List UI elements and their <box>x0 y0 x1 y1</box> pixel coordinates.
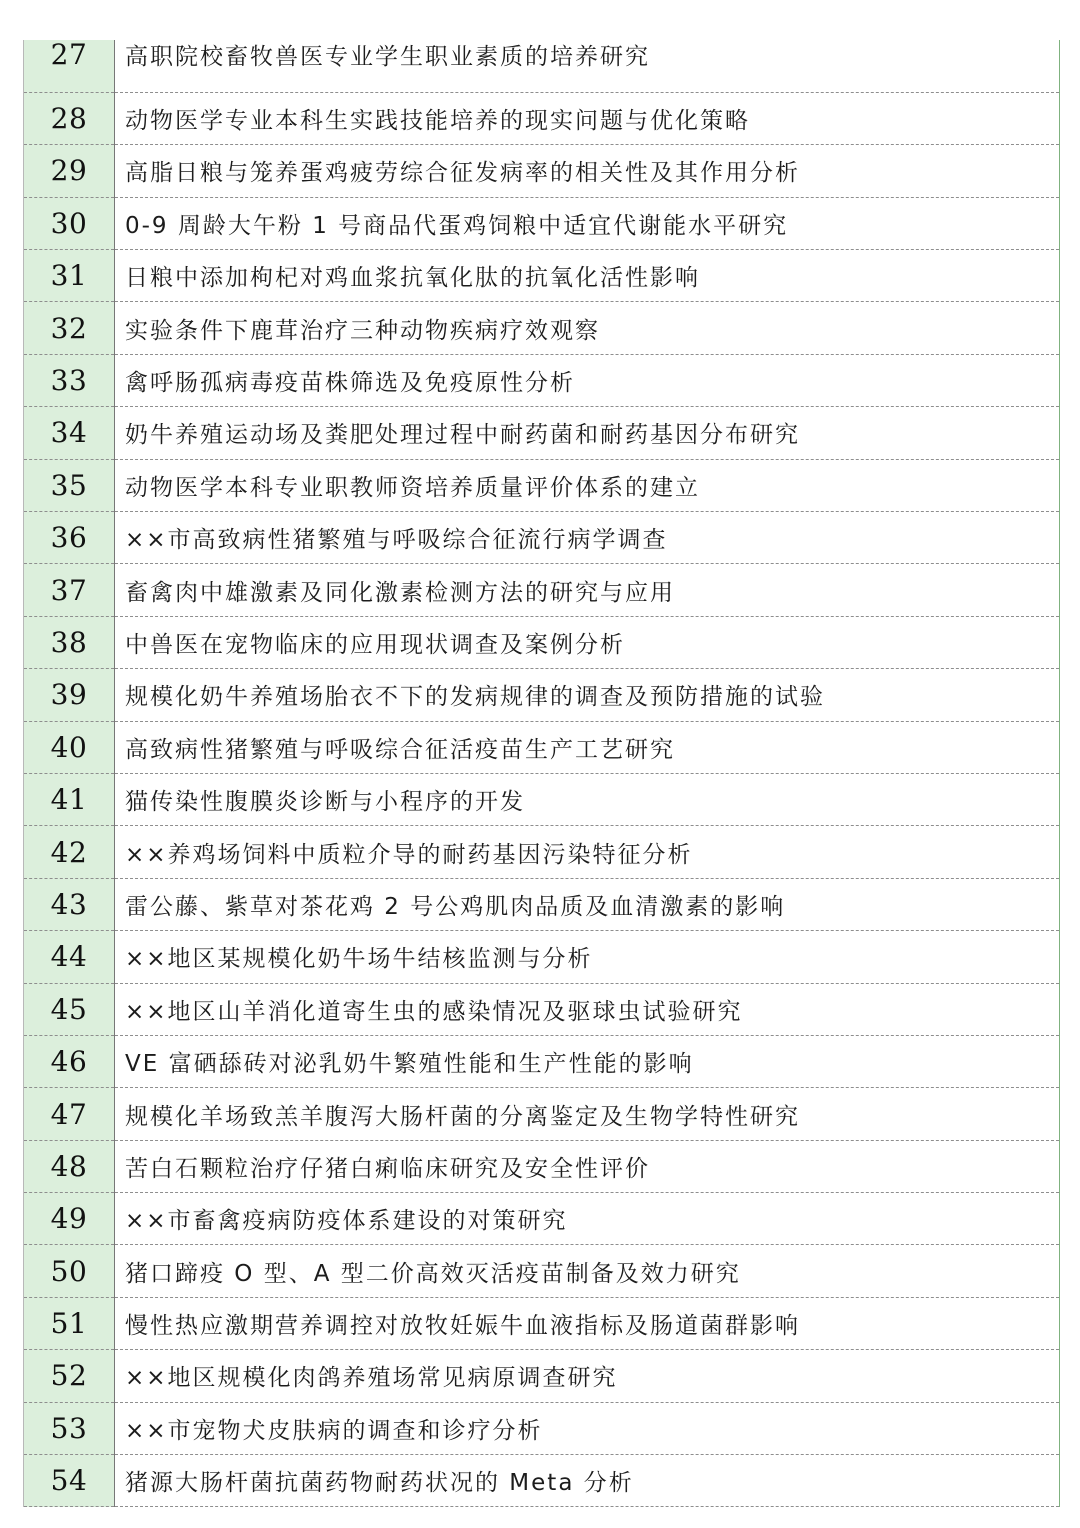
topic-title: ××市畜禽疫病防疫体系建设的对策研究 <box>125 1208 568 1235</box>
topic-number-cell <box>24 669 115 721</box>
topic-title: 猪口蹄疫 O 型、A 型二价高效灭活疫苗制备及效力研究 <box>125 1260 741 1287</box>
topic-title-cell <box>115 407 1060 459</box>
topic-number: 36 <box>50 521 88 555</box>
topic-title: 禽呼肠孤病毒疫苗株筛选及免疫原性分析 <box>125 370 575 397</box>
table-row <box>24 878 1060 930</box>
topic-title: ××市高致病性猪繁殖与呼吸综合征流行病学调查 <box>125 527 668 554</box>
topic-number-cell <box>24 616 115 668</box>
topic-title-cell <box>115 931 1060 983</box>
topic-title-cell <box>115 1297 1060 1349</box>
table-row <box>24 92 1060 144</box>
topic-number: 50 <box>50 1254 88 1288</box>
topic-title: 猪源大肠杆菌抗菌药物耐药状况的 Meta 分析 <box>125 1470 634 1497</box>
topic-number: 41 <box>50 783 88 817</box>
topic-title-cell <box>115 669 1060 721</box>
topic-number: 35 <box>50 468 88 502</box>
topic-number-cell <box>24 145 115 197</box>
topic-number-cell <box>24 250 115 302</box>
topic-title: ××养鸡场饲料中质粒介导的耐药基因污染特征分析 <box>125 841 693 868</box>
topic-number: 49 <box>50 1202 88 1236</box>
topic-number-cell <box>24 1140 115 1192</box>
topic-number: 27 <box>50 38 88 71</box>
topic-title: VE 富硒舔砖对泌乳奶牛繁殖性能和生产性能的影响 <box>125 1051 694 1078</box>
topic-title: 规模化羊场致羔羊腹泻大肠杆菌的分离鉴定及生物学特性研究 <box>125 1103 800 1130</box>
topic-number-cell <box>24 826 115 878</box>
topic-title-cell <box>115 1193 1060 1245</box>
table-row <box>24 250 1060 302</box>
topic-number: 37 <box>50 573 88 607</box>
table-row <box>24 1193 1060 1245</box>
table-row <box>24 145 1060 197</box>
topic-title: 雷公藤、紫草对茶花鸡 2 号公鸡肌肉品质及血清激素的影响 <box>125 893 786 920</box>
topic-number-cell <box>24 1402 115 1454</box>
topic-number-cell <box>24 564 115 616</box>
table-row <box>24 616 1060 668</box>
table-row <box>24 1455 1060 1507</box>
topic-number: 32 <box>50 311 88 345</box>
topic-number: 40 <box>50 730 88 764</box>
topic-title: 规模化奶牛养殖场胎衣不下的发病规律的调查及预防措施的试验 <box>125 684 825 711</box>
topic-number-cell <box>24 1297 115 1349</box>
topic-number: 33 <box>50 364 88 398</box>
table-row <box>24 1297 1060 1349</box>
topic-title-cell <box>115 826 1060 878</box>
topic-number-cell <box>24 512 115 564</box>
topic-number: 31 <box>50 259 88 293</box>
table-row <box>24 1245 1060 1297</box>
topic-title-cell <box>115 878 1060 930</box>
topic-title-cell <box>115 40 1060 92</box>
topic-title-cell <box>115 197 1060 249</box>
topic-number: 29 <box>50 154 88 188</box>
topic-number: 42 <box>50 835 88 869</box>
topic-number-cell <box>24 773 115 825</box>
table-row <box>24 1402 1060 1454</box>
topic-title-cell <box>115 512 1060 564</box>
table-row <box>24 512 1060 564</box>
topic-title: ××地区某规模化奶牛场牛结核监测与分析 <box>125 946 593 973</box>
topic-number-cell <box>24 302 115 354</box>
topic-title-cell <box>115 1035 1060 1087</box>
topic-title: 日粮中添加枸杞对鸡血浆抗氧化肽的抗氧化活性影响 <box>125 265 700 292</box>
topic-number-cell <box>24 1035 115 1087</box>
topic-number: 34 <box>50 416 88 450</box>
table-row <box>24 1088 1060 1140</box>
topic-number-cell <box>24 1193 115 1245</box>
table-row <box>24 1140 1060 1192</box>
topic-title: 高致病性猪繁殖与呼吸综合征活疫苗生产工艺研究 <box>125 736 675 763</box>
table-row <box>24 669 1060 721</box>
topic-number: 38 <box>50 625 88 659</box>
topic-number: 52 <box>50 1359 88 1393</box>
table-row <box>24 354 1060 406</box>
table-row <box>24 40 1060 92</box>
topic-title: 苦白石颗粒治疗仔猪白痢临床研究及安全性评价 <box>125 1155 650 1182</box>
topic-number-cell <box>24 931 115 983</box>
topic-title-cell <box>115 302 1060 354</box>
topic-title-cell <box>115 721 1060 773</box>
topic-title: 实验条件下鹿茸治疗三种动物疾病疗效观察 <box>125 317 600 344</box>
topic-number-cell <box>24 354 115 406</box>
topic-title-cell <box>115 564 1060 616</box>
topic-number-cell <box>24 721 115 773</box>
topic-title: 奶牛养殖运动场及粪肥处理过程中耐药菌和耐药基因分布研究 <box>125 422 800 449</box>
topic-title-cell <box>115 145 1060 197</box>
topic-title-cell <box>115 92 1060 144</box>
topic-number-cell <box>24 40 115 92</box>
topic-number-cell <box>24 1455 115 1507</box>
table-row <box>24 773 1060 825</box>
topic-table-body <box>24 40 1060 1507</box>
topic-number-cell <box>24 407 115 459</box>
topic-number: 54 <box>50 1464 88 1498</box>
table-row <box>24 826 1060 878</box>
topic-number-cell <box>24 459 115 511</box>
topic-title-cell <box>115 250 1060 302</box>
topic-number: 46 <box>50 1045 88 1079</box>
topic-number: 45 <box>50 992 88 1026</box>
topic-number-cell <box>24 1245 115 1297</box>
table-row <box>24 1350 1060 1402</box>
topic-title: ××市宠物犬皮肤病的调查和诊疗分析 <box>125 1417 543 1444</box>
table-row <box>24 983 1060 1035</box>
topic-title-cell <box>115 1245 1060 1297</box>
topic-number: 48 <box>50 1149 88 1183</box>
topic-number: 43 <box>50 887 88 921</box>
topic-title-cell <box>115 1402 1060 1454</box>
topic-title: 动物医学本科专业职教师资培养质量评价体系的建立 <box>125 474 700 501</box>
topic-number: 47 <box>50 1097 88 1131</box>
topic-title: 动物医学专业本科生实践技能培养的现实问题与优化策略 <box>125 108 750 135</box>
table-row <box>24 197 1060 249</box>
topic-title: ××地区山羊消化道寄生虫的感染情况及驱球虫试验研究 <box>125 998 743 1025</box>
topic-number: 28 <box>50 102 88 136</box>
topic-title-cell <box>115 1455 1060 1507</box>
topic-number-cell <box>24 1350 115 1402</box>
topic-title: 0-9 周龄大午粉 1 号商品代蛋鸡饲粮中适宜代谢能水平研究 <box>125 212 789 239</box>
topic-title-cell <box>115 1350 1060 1402</box>
topic-title: 高脂日粮与笼养蛋鸡疲劳综合征发病率的相关性及其作用分析 <box>125 160 800 187</box>
topic-number: 30 <box>50 206 88 240</box>
table-row <box>24 721 1060 773</box>
topic-title-cell <box>115 1088 1060 1140</box>
topic-title: 高职院校畜牧兽医专业学生职业素质的培养研究 <box>125 44 650 70</box>
topic-title-cell <box>115 983 1060 1035</box>
topic-number-cell <box>24 92 115 144</box>
topic-table <box>23 40 1060 1507</box>
topic-number-cell <box>24 197 115 249</box>
topic-title: ××地区规模化肉鸽养殖场常见病原调查研究 <box>125 1365 618 1392</box>
topic-number: 44 <box>50 940 88 974</box>
topic-title-cell <box>115 616 1060 668</box>
topic-title: 慢性热应激期营养调控对放牧妊娠牛血液指标及肠道菌群影响 <box>125 1313 800 1340</box>
topic-number-cell <box>24 983 115 1035</box>
topic-title-cell <box>115 773 1060 825</box>
table-row <box>24 1035 1060 1087</box>
table-row <box>24 302 1060 354</box>
topic-number-cell <box>24 1088 115 1140</box>
table-row <box>24 564 1060 616</box>
topic-title: 畜禽肉中雄激素及同化激素检测方法的研究与应用 <box>125 579 675 606</box>
topic-title-cell <box>115 459 1060 511</box>
topic-number: 51 <box>50 1307 88 1341</box>
table-row <box>24 931 1060 983</box>
topic-title-cell <box>115 1140 1060 1192</box>
topic-number-cell <box>24 878 115 930</box>
topic-title: 猫传染性腹膜炎诊断与小程序的开发 <box>125 789 525 816</box>
table-row <box>24 407 1060 459</box>
topic-number: 39 <box>50 678 88 712</box>
topic-title-cell <box>115 354 1060 406</box>
topic-number: 53 <box>50 1411 88 1445</box>
topic-title: 中兽医在宠物临床的应用现状调查及案例分析 <box>125 631 625 658</box>
table-row <box>24 459 1060 511</box>
